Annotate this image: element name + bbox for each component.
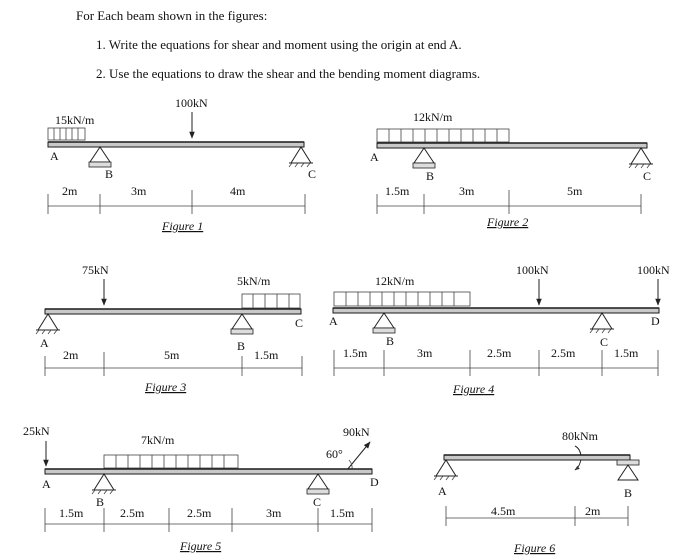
fig5-point-load-2-label: 90kN [343, 425, 370, 439]
fig5-point-c: C [313, 495, 322, 509]
fig3-support-a-pin [36, 314, 60, 334]
fig2-point-c: C [643, 169, 652, 183]
fig1-support-b-roller [89, 147, 111, 167]
fig4-point-load-2-label: 100kN [637, 263, 670, 277]
figure-6 [434, 429, 639, 555]
fig1-distributed-load-label: 15kN/m [55, 113, 95, 127]
fig5-point-d: D [370, 475, 379, 489]
fig3-distributed-load [242, 294, 300, 308]
fig4-point-b: B [386, 334, 395, 348]
fig6-point-a: A [438, 484, 447, 498]
fig5-beam [45, 469, 372, 474]
fig6-dim-2: 2m [585, 504, 601, 518]
fig3-dim-3: 1.5m [254, 348, 279, 362]
fig5-point-a: A [42, 477, 51, 491]
fig2-support-b-roller [413, 148, 435, 168]
fig5-dim-4: 3m [266, 506, 282, 520]
fig2-beam [377, 143, 647, 148]
fig6-caption: Figure 6 [514, 541, 556, 555]
fig3-dim-1: 2m [63, 348, 79, 362]
fig3-distributed-load-label: 5kN/m [237, 274, 271, 288]
fig3-support-b-roller [231, 314, 253, 334]
instruction-2: 2. Use the equations to draw the shear and the bending moment diagrams. [96, 66, 481, 81]
fig5-caption: Figure 5 [180, 539, 222, 553]
fig6-moment-label: 80kNm [562, 429, 598, 443]
fig2-dim-3: 5m [567, 184, 583, 198]
fig5-angle-label: 60° [326, 447, 343, 461]
fig4-point-d: D [651, 314, 660, 328]
fig4-dim-4: 2.5m [551, 346, 576, 360]
fig2-dim-1: 1.5m [385, 184, 410, 198]
fig4-dim-3: 2.5m [487, 346, 512, 360]
fig5-inclined-load-arrow [347, 442, 370, 470]
fig6-dim-1: 4.5m [491, 504, 516, 518]
fig5-point-load-1-label: 25kN [23, 424, 50, 438]
fig4-caption: Figure 4 [453, 382, 495, 396]
fig2-support-c-pin [629, 148, 653, 168]
header-title: For Each beam shown in the figures: [76, 8, 268, 23]
fig2-dim-2: 3m [459, 184, 475, 198]
fig1-point-b: B [105, 167, 114, 181]
fig4-support-b-roller [373, 313, 395, 333]
fig6-beam [444, 455, 630, 460]
fig3-point-a: A [40, 336, 49, 350]
fig2-point-a: A [370, 150, 379, 164]
fig3-point-c: C [295, 316, 304, 330]
fig1-dimension-line [48, 190, 305, 214]
fig5-distributed-load [104, 455, 238, 468]
fig2-point-b: B [426, 169, 435, 183]
fig4-point-a: A [329, 314, 338, 328]
fig6-dimension-line [446, 506, 628, 526]
fig1-support-c-pin [289, 147, 313, 167]
fig5-dim-1: 1.5m [59, 506, 84, 520]
figure-3 [36, 263, 303, 394]
fig5-support-c-roller [307, 474, 329, 494]
fig1-point-c: C [308, 167, 317, 181]
fig5-dim-2: 2.5m [120, 506, 145, 520]
figure-2 [370, 110, 653, 229]
fig6-point-b: B [624, 486, 633, 500]
fig3-point-b: B [237, 339, 246, 353]
fig5-distributed-load-label: 7kN/m [141, 433, 175, 447]
figure-1 [48, 96, 316, 233]
fig6-support-a-pin [434, 460, 458, 480]
fig1-caption: Figure 1 [162, 219, 204, 233]
fig4-beam [333, 308, 659, 313]
fig1-distributed-load [48, 128, 85, 140]
fig6-support-b-roller [617, 460, 639, 480]
fig4-dim-1: 1.5m [343, 346, 368, 360]
fig4-point-load-1-label: 100kN [516, 263, 549, 277]
fig3-caption: Figure 3 [145, 380, 187, 394]
fig5-dim-5: 1.5m [330, 506, 355, 520]
figure-5 [23, 424, 379, 553]
fig2-caption: Figure 2 [487, 215, 529, 229]
fig1-point-a: A [50, 149, 59, 163]
fig3-dim-2: 5m [164, 348, 180, 362]
fig5-dim-3: 2.5m [187, 506, 212, 520]
fig2-distributed-load-label: 12kN/m [413, 110, 453, 124]
fig4-dim-5: 1.5m [614, 346, 639, 360]
fig3-point-load-label: 75kN [82, 263, 109, 277]
fig4-distributed-load-label: 12kN/m [375, 274, 415, 288]
fig4-support-c-pin [590, 313, 614, 333]
fig4-dim-2: 3m [417, 346, 433, 360]
figure-4 [329, 263, 670, 396]
fig4-distributed-load [334, 292, 470, 306]
fig5-point-b: B [96, 495, 105, 509]
fig3-beam [45, 309, 301, 314]
fig1-point-load-label: 100kN [175, 96, 208, 110]
fig5-support-b-pin [92, 474, 116, 494]
fig1-beam [48, 142, 304, 147]
fig1-dim-2: 3m [131, 184, 147, 198]
fig1-dim-1: 2m [62, 184, 78, 198]
fig2-dimension-line [377, 190, 641, 214]
fig4-point-c: C [600, 335, 609, 349]
fig1-dim-3: 4m [230, 184, 246, 198]
instruction-1: 1. Write the equations for shear and moment using the origin at end A. [96, 37, 462, 52]
fig2-distributed-load [377, 129, 509, 142]
